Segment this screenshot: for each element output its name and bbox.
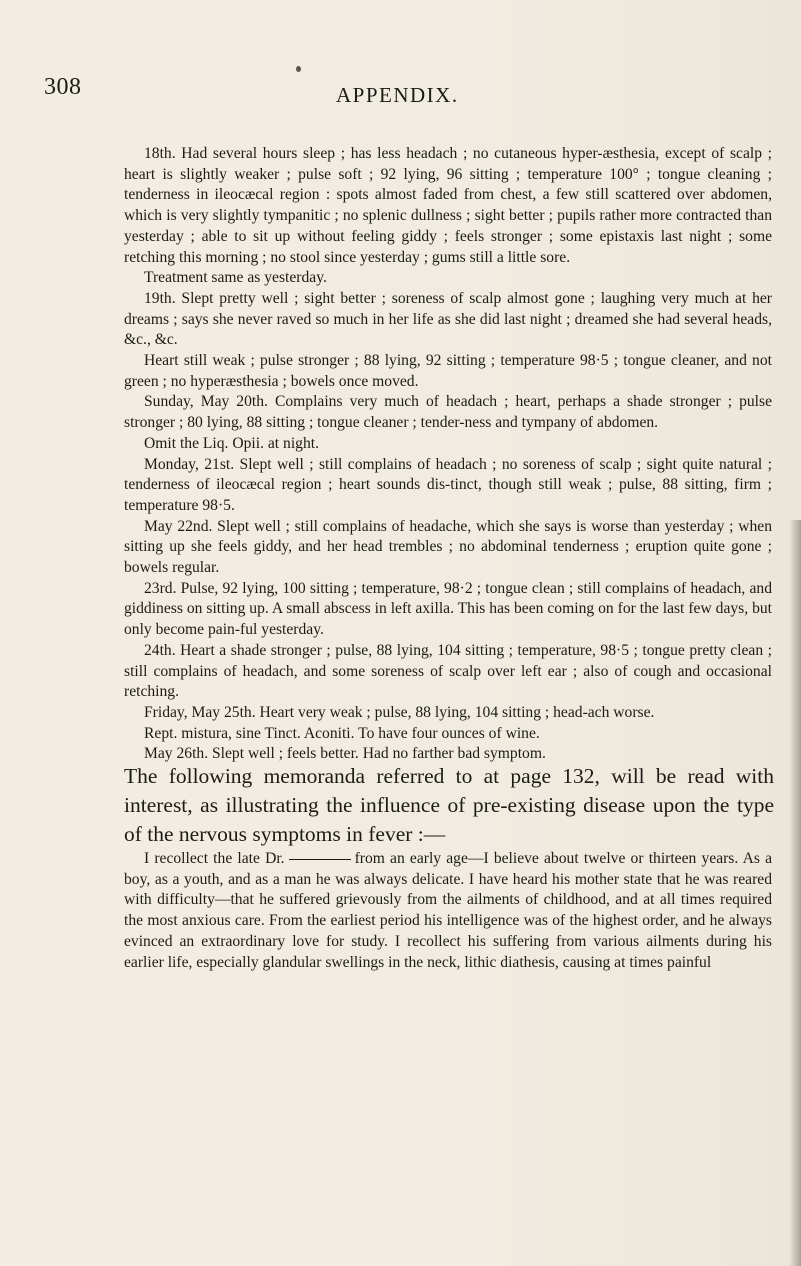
name-omission-dash [289,859,351,860]
page-edge-shadow [789,520,801,1266]
diary-entry: Omit the Liq. Opii. at night. [144,434,319,452]
diary-entry: 18th. Had several hours sleep ; has less headach ; no cutaneous hyper-æsthesia, except of scalp ; heart is slightly weaker ; pulse soft ; 92 lying, 96 sitting ; temperature 100° ; tongue cleaning ; tenderness in ileocæcal region : spots almost faded from chest, a few still scattered over abdomen, which is very slightly tympanitic ; no splenic dullness ; sight better ; pupils rather more contracted than yesterday ; able to sit up without feeling giddy ; feels stronger ; some epistaxis last night ; some retching this morning ; no stool since yesterday ; gums still a little sore. [124,145,772,266]
diary-entry: May 26th. Slept well ; feels better. Had no farther bad symptom. [144,745,546,763]
diary-entry: Treatment same as yesterday. [144,269,327,287]
case-diary [124,144,772,765]
ink-speck [296,66,301,72]
memoranda-heading: The following memoranda referred to at page 132, will be read with interest, as illustrating the influence of pre-existing disease upon the type of the nervous symptoms in fever :— [124,764,774,846]
diary-entry: Sunday, May 20th. Complains very much of headach ; heart, perhaps a shade stronger ; pulse stronger ; 80 lying, 88 sitting ; tongue cleaner ; tender-ness and tympany of abdomen. [124,393,772,432]
diary-entry: Monday, 21st. Slept well ; still complains of headach ; no soreness of scalp ; sight quite natural ; tenderness of ileocæcal region ; heart sounds dis-tinct, though still weak ; pulse, 88 sitting, firm ; temperature 98·5. [124,455,772,514]
memoranda-opening: I recollect the late Dr. [144,850,285,867]
running-title: APPENDIX. [336,83,459,107]
memoranda-continuation: from an early age—I believe about twelve or thirteen years. As a boy, as a youth, and as a man he was always delicate. I have heard his mother state that he was reared with difficulty—that he suffered grievously from the ailments of childhood, and at all times required the most anxious care. From the earliest period his intelligence was of the highest order, and he always evinced an extraordinary love for study. I recollect his suffering from various ailments during his earlier life, especially glandular swellings in the neck, lithic diathesis, causing at times painful [124,850,772,971]
diary-entry: Heart still weak ; pulse stronger ; 88 lying, 92 sitting ; temperature 98·5 ; tongue cleaner, and not green ; no hyperæsthesia ; bowels once moved. [124,352,772,390]
page-number: 308 [44,74,82,100]
memoranda-paragraph [124,849,772,973]
diary-entry: 24th. Heart a shade stronger ; pulse, 88 lying, 104 sitting ; temperature, 98·5 ; tongue pretty clean ; still complains of headach, and some soreness of scalp over left ear ; also of cough and occasional retching. [124,641,772,701]
diary-entry: Rept. mistura, sine Tinct. Aconiti. To have four ounces of wine. [144,724,540,742]
diary-entry: 19th. Slept pretty well ; sight better ; soreness of scalp almost gone ; laughing very much at her dreams ; says she never raved so much in her life as she did last night ; dreamed she had several heads, &c., &c. [124,289,772,349]
diary-entry: Friday, May 25th. Heart very weak ; pulse, 88 lying, 104 sitting ; head-ach worse. [144,703,655,721]
memoranda-text [124,849,772,973]
diary-entry: 23rd. Pulse, 92 lying, 100 sitting ; temperature, 98·2 ; tongue clean ; still complains of headach, and giddiness on sitting up. A small abscess in left axilla. This has been coming on for the last few days, but only become pain-ful yesterday. [124,579,772,639]
diary-entry: May 22nd. Slept well ; still complains of headache, which she says is worse than yesterday ; when sitting up she feels giddy, and her head trembles ; no abdominal tenderness ; eruption quite gone ; bowels regular. [124,517,772,577]
